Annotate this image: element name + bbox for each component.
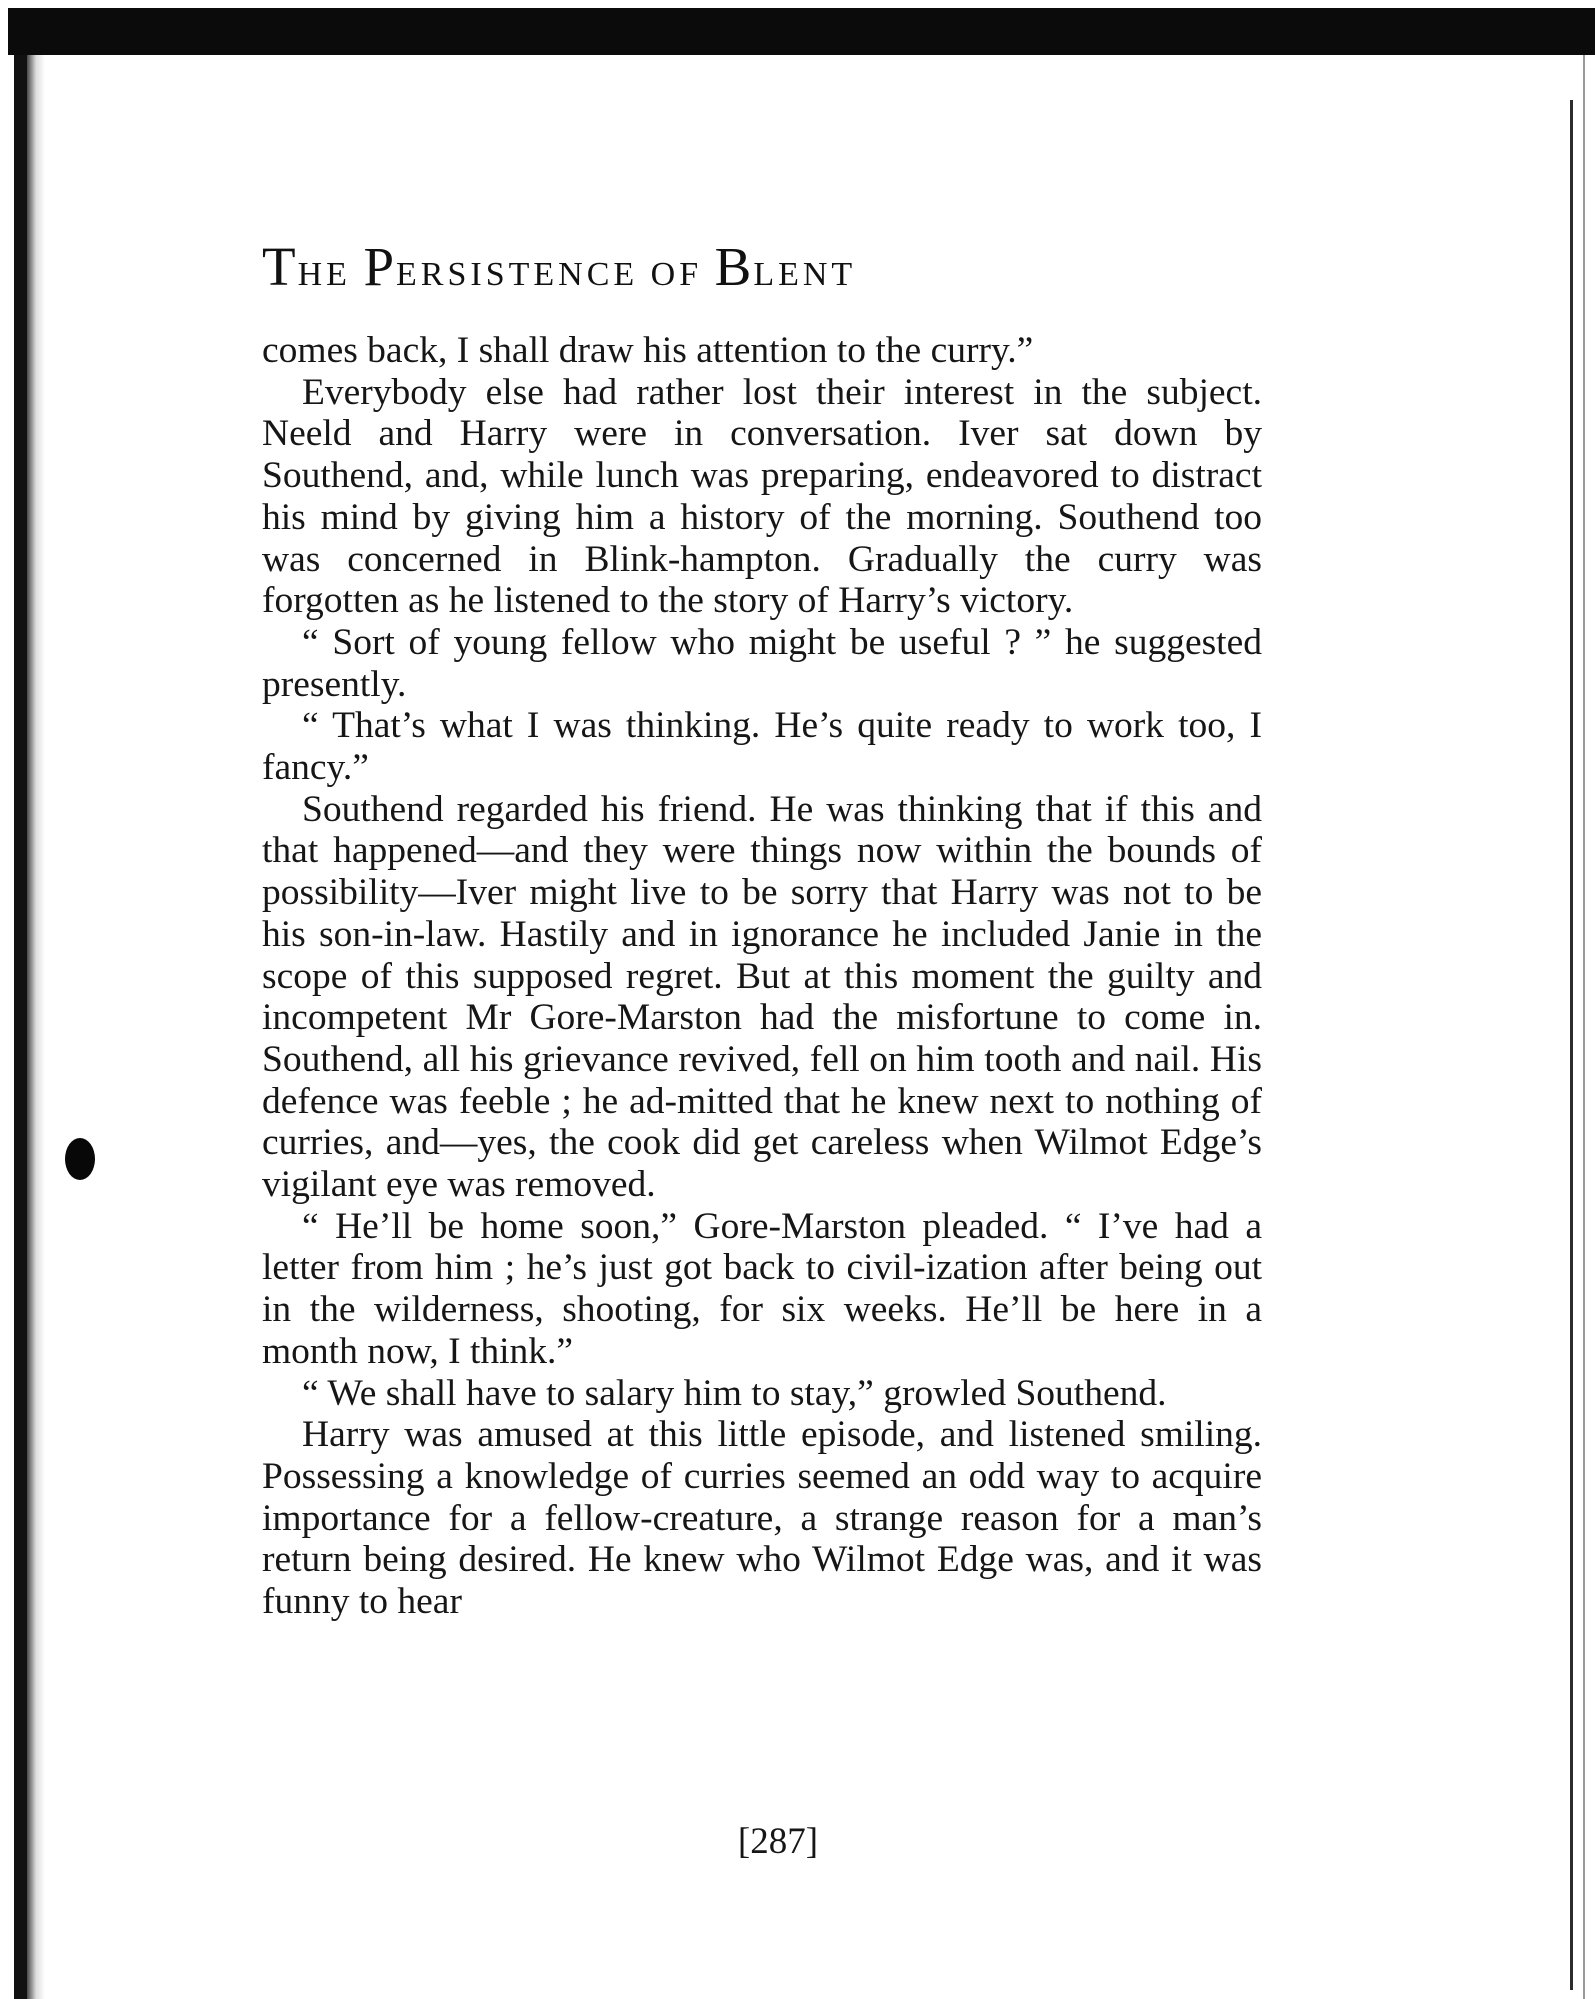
scan-left-shadow xyxy=(27,55,45,1999)
scan-right-margin-line xyxy=(1583,55,1585,1999)
paragraph: “ Sort of young fellow who might be useful ? ” he suggested presently. xyxy=(262,621,1262,705)
paragraph: “ He’ll be home soon,” Gore-Marston pleaded. “ I’ve had a letter from him ; he’s just got back to civil-ization after being out in the wilderness, shooting, for six weeks. He’ll be here in a month now, I think.” xyxy=(262,1205,1262,1372)
scan-right-border xyxy=(1570,100,1573,1990)
paragraph: Harry was amused at this little episode, and listened smiling. Possessing a knowledge of curries seemed an odd way to acquire importance for a fellow-creature, a strange reason for a man’s return being desired. He knew who Wilmot Edge was, and it was funny to hear xyxy=(262,1414,1262,1623)
running-head-word: ERSISTENCE xyxy=(396,256,639,293)
scan-top-border xyxy=(8,8,1595,55)
paragraph: comes back, I shall draw his attention to the curry.” xyxy=(262,330,1034,371)
body-text xyxy=(262,330,1262,1623)
running-head xyxy=(262,235,1262,295)
ink-blot xyxy=(65,1138,95,1180)
page-number: [287] xyxy=(737,1821,819,1862)
running-head-initial: P xyxy=(363,236,397,297)
running-head-word: HE xyxy=(297,256,351,293)
running-head-initial: B xyxy=(714,236,754,297)
paragraph: “ We shall have to salary him to stay,” growled Southend. xyxy=(302,1372,1167,1414)
scan-left-border xyxy=(14,55,27,1999)
paragraph: “ That’s what I was thinking. He’s quite ready to work too, I fancy.” xyxy=(262,705,1262,789)
paragraph: Everybody else had rather lost their interest in the subject. Neeld and Harry were in conversation. Iver sat down by Southend, and, while lunch was preparing, endeavored to distract his mind by giving him a history of the morning. Southend too was concerned in Blink-hampton. Gradually the curry was forgotten as he listened to the story of Harry’s victory. xyxy=(262,371,1262,622)
running-head-word: LENT xyxy=(753,256,857,293)
paragraph: Southend regarded his friend. He was thinking that if this and that happened—and they were things now within the bounds of possibility—Iver might live to be sorry that Harry was not to be his son-in-law. Hastily and in ignorance he included Janie in the scope of this supposed regret. But at this moment the guilty and incompetent Mr Gore-Marston had the misfortune to come in. Southend, all his grievance revived, fell on him tooth and nail. His defence was feeble ; he ad-mitted that he knew next to nothing of curries, and—yes, the cook did get careless when Wilmot Edge’s vigilant eye was removed. xyxy=(262,788,1262,1206)
running-head-initial: T xyxy=(262,236,298,297)
running-head-word: OF xyxy=(650,256,703,293)
